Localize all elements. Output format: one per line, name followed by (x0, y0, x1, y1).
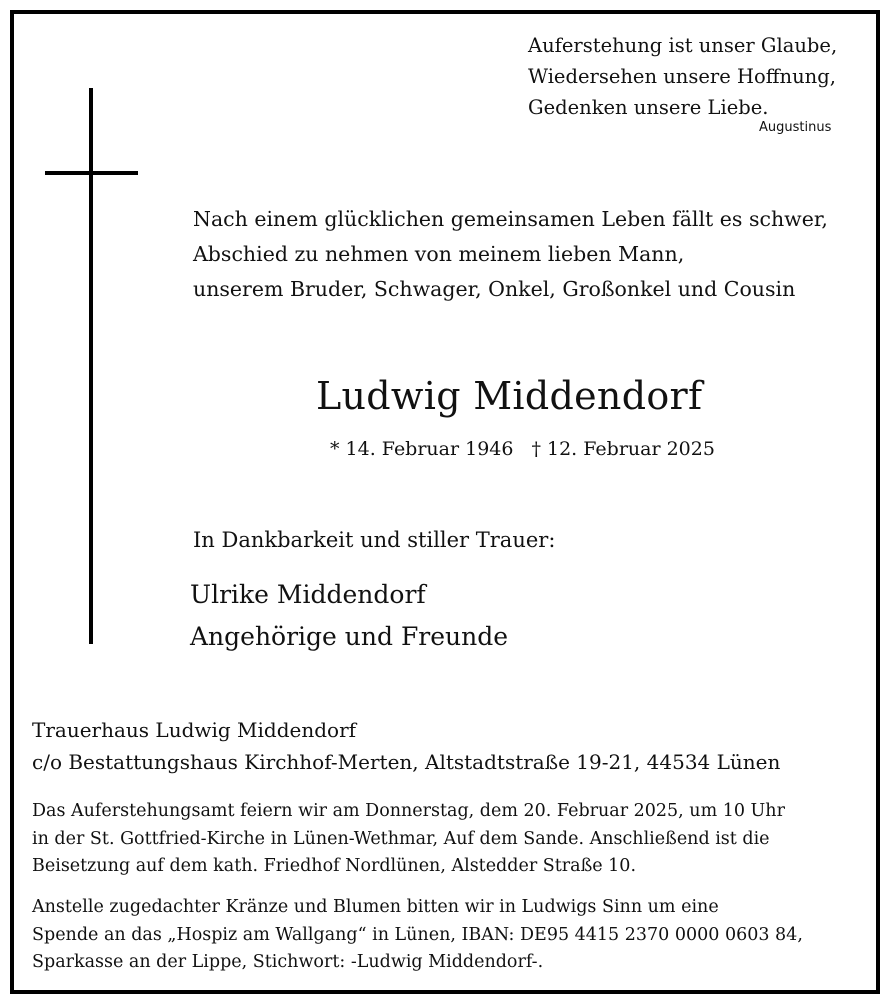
donation-line: Sparkasse an der Lippe, Stichwort: -Ludwig Middendorf-. (32, 952, 544, 972)
address-line: Trauerhaus Ludwig Middendorf (32, 718, 357, 742)
mourner-name: Angehörige und Freunde (190, 622, 509, 651)
cross-horizontal-bar (45, 171, 138, 175)
service-line: in der St. Gottfried-Kirche in Lünen-Wethmar, Auf dem Sande. Anschließend ist die (32, 828, 770, 849)
intro-line: Abschied zu nehmen von meinem lieben Mann, (193, 242, 685, 266)
service-line: Beisetzung auf dem kath. Friedhof Nordlünen, Alstedder Straße 10. (32, 856, 637, 876)
life-dates (330, 438, 715, 460)
address-line: c/o Bestattungshaus Kirchhof-Merten, Altstadtstraße 19-21, 44534 Lünen (32, 750, 781, 774)
donation-info (32, 894, 803, 977)
mourning-house-address (32, 714, 780, 778)
mourners-list (190, 574, 508, 658)
quote-line: Gedenken unsere Liebe. (528, 96, 769, 119)
birth-date: * 14. Februar 1946 (330, 438, 514, 460)
quote-line: Wiedersehen unsere Hoffnung, (528, 65, 836, 88)
intro-line: Nach einem glücklichen gemeinsamen Leben fällt es schwer, (193, 207, 828, 231)
donation-line: Spende an das „Hospiz am Wallgang“ in Lünen, IBAN: DE95 4415 2370 0000 0603 84, (32, 924, 803, 945)
mourner-name: Ulrike Middendorf (190, 580, 426, 609)
quote (528, 30, 837, 123)
service-line: Das Auferstehungsamt feiern wir am Donnerstag, dem 20. Februar 2025, um 10 Uhr (32, 801, 785, 821)
intro-line: unserem Bruder, Schwager, Onkel, Großonkel und Cousin (193, 277, 796, 301)
mourning-heading: In Dankbarkeit und stiller Trauer: (193, 528, 556, 552)
service-info (32, 798, 785, 881)
intro-text (193, 202, 828, 307)
deceased-name: Ludwig Middendorf (316, 374, 703, 418)
quote-author: Augustinus (759, 120, 832, 135)
quote-line: Auferstehung ist unser Glaube, (528, 34, 838, 57)
death-date: † 12. Februar 2025 (531, 438, 715, 460)
donation-line: Anstelle zugedachter Kränze und Blumen bitten wir in Ludwigs Sinn um eine (32, 897, 719, 917)
